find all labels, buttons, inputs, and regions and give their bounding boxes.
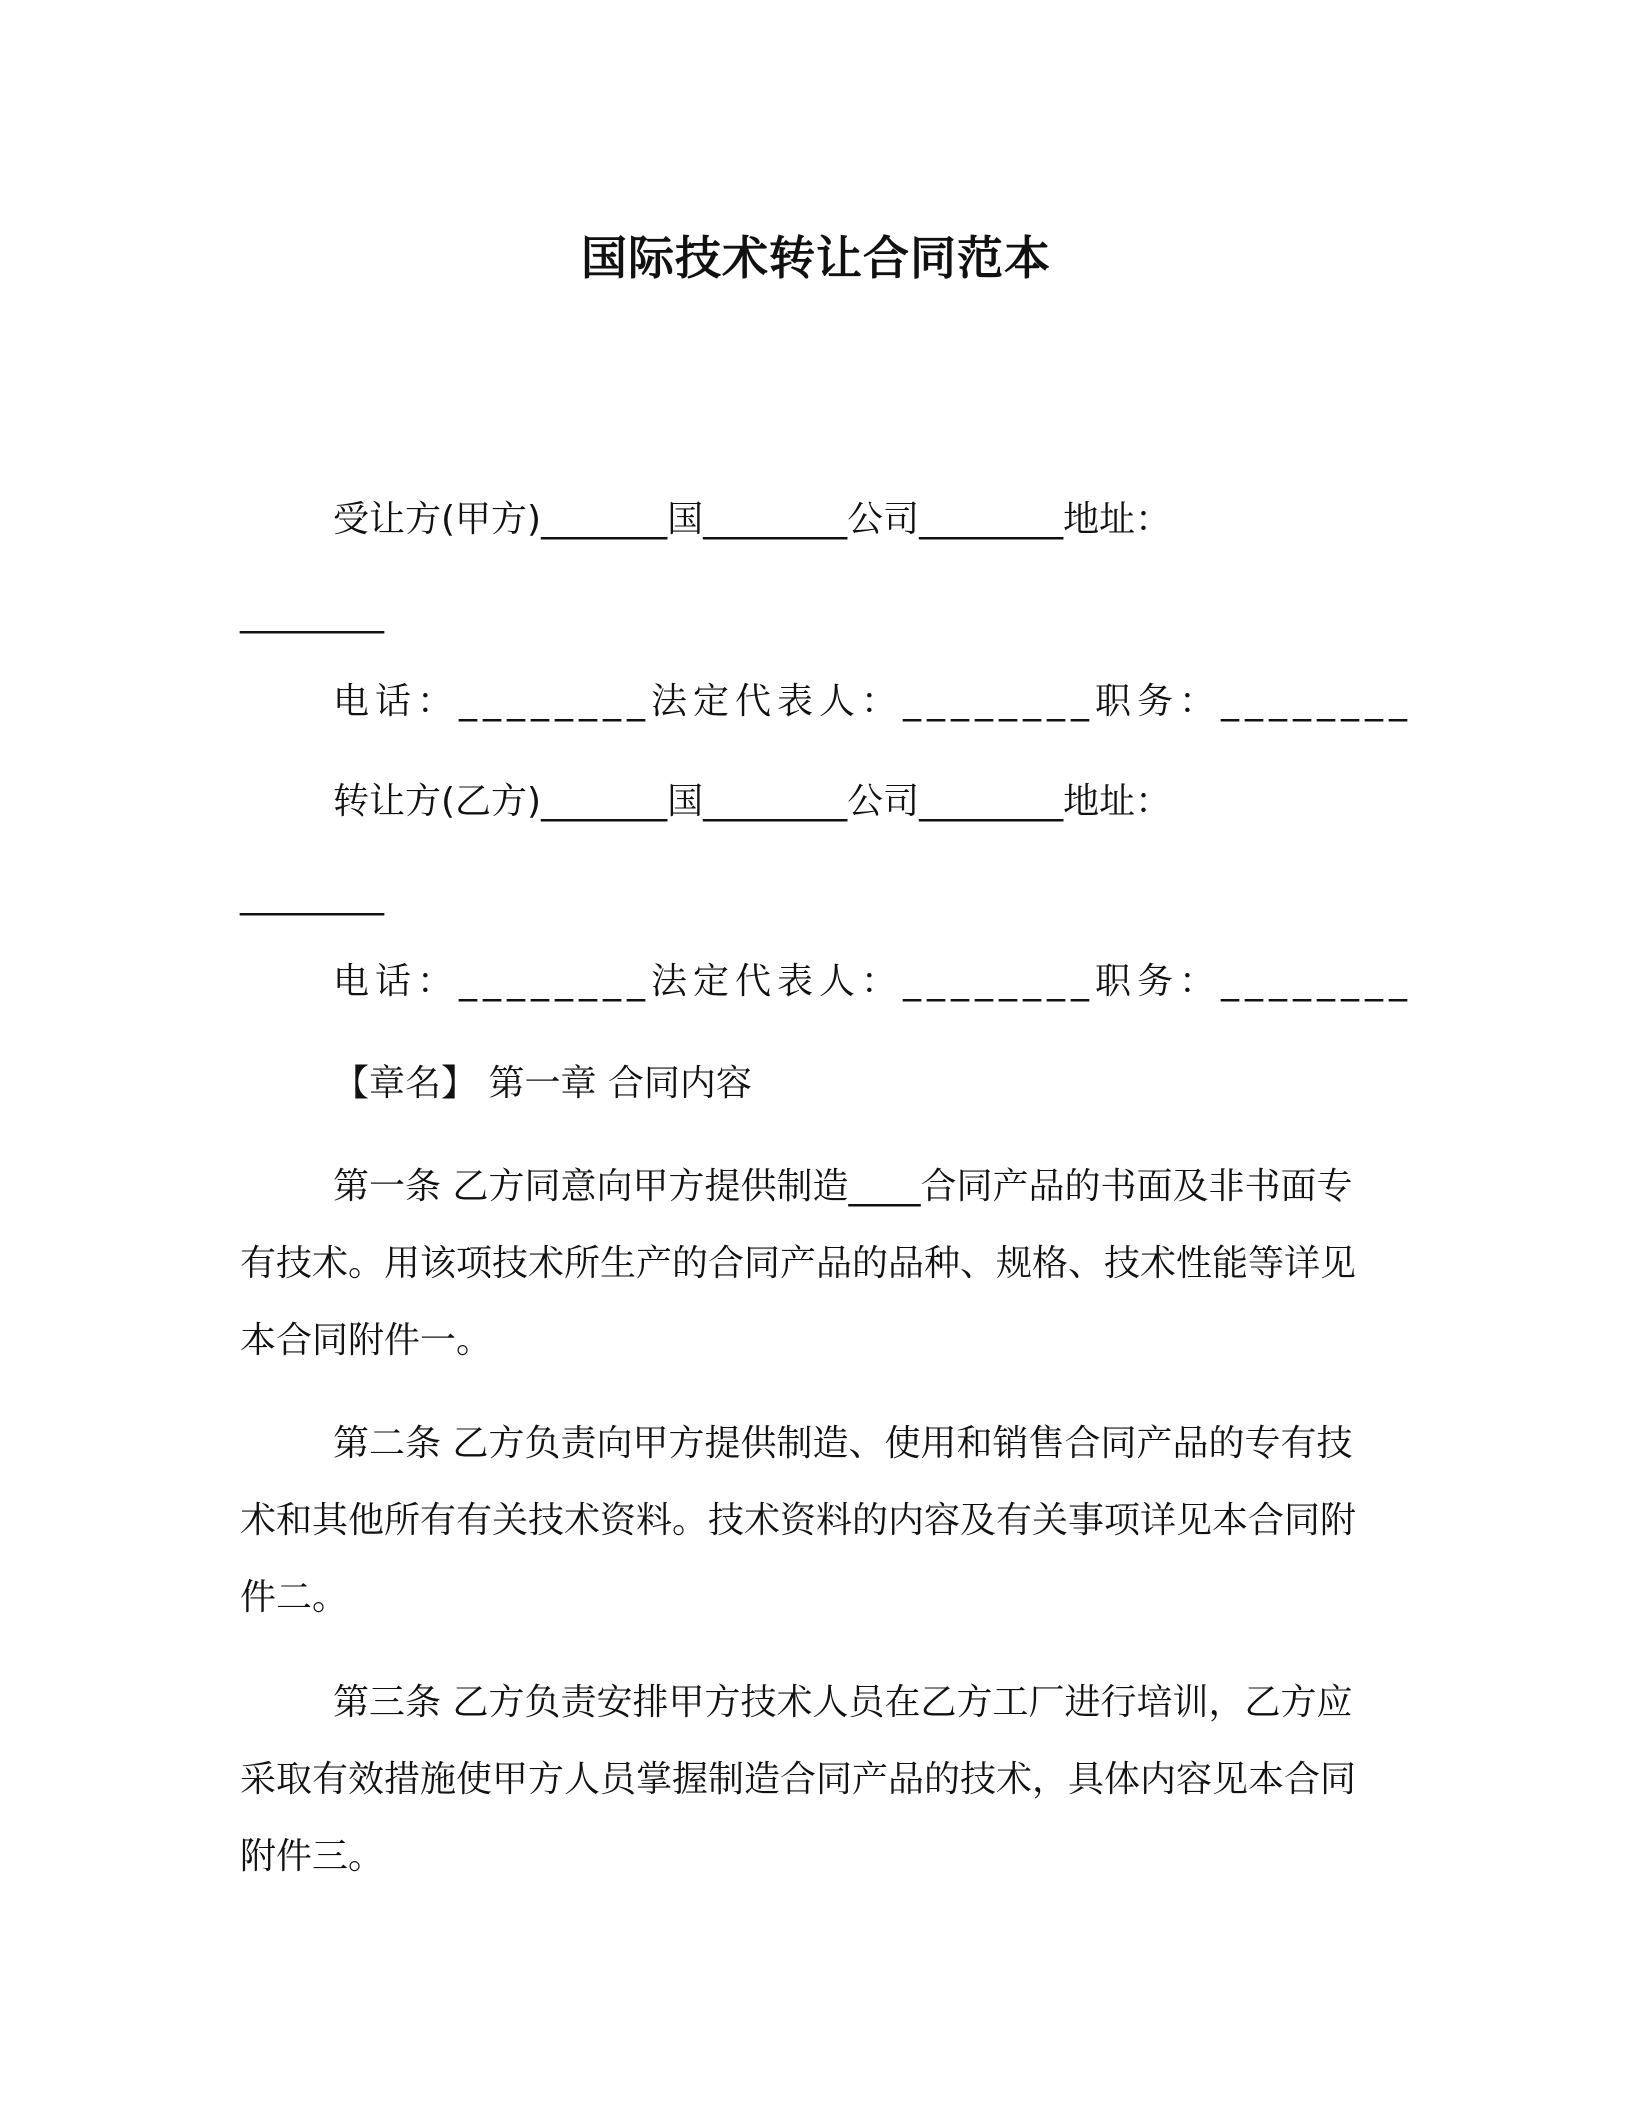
chapter-heading: 【章名】 第一章 合同内容 [333,1063,752,1104]
party-b-line-2: ________ [240,875,384,916]
article-1: 第一条 乙方同意向甲方提供制造____合同产品的书面及非书面专有技术。用该项技术所生产的合同产品的品种、规格、技术性能等详见本合同附件一。 [240,1166,1357,1361]
party-b-line-3: 电话：________法定代表人：________职务：________ [333,961,1414,1002]
party-a-line-1: 受让方(甲方)_______国________公司________地址： [333,499,1172,540]
party-b-line-1: 转让方(乙方)_______国________公司________地址： [333,781,1172,822]
document-title: 国际技术转让合同范本 [581,231,1051,285]
article-2: 第二条 乙方负责向甲方提供制造、使用和销售合同产品的专有技术和其他所有有关技术资料。技术资料的内容及有关事项详见本合同附件二。 [240,1423,1357,1618]
article-3: 第三条 乙方负责安排甲方技术人员在乙方工厂进行培训，乙方应采取有效措施使甲方人员掌握制造合同产品的技术，具体内容见本合同附件三。 [240,1682,1357,1877]
party-a-line-2: ________ [240,593,384,634]
party-a-line-3: 电话：________法定代表人：________职务：________ [333,681,1414,722]
